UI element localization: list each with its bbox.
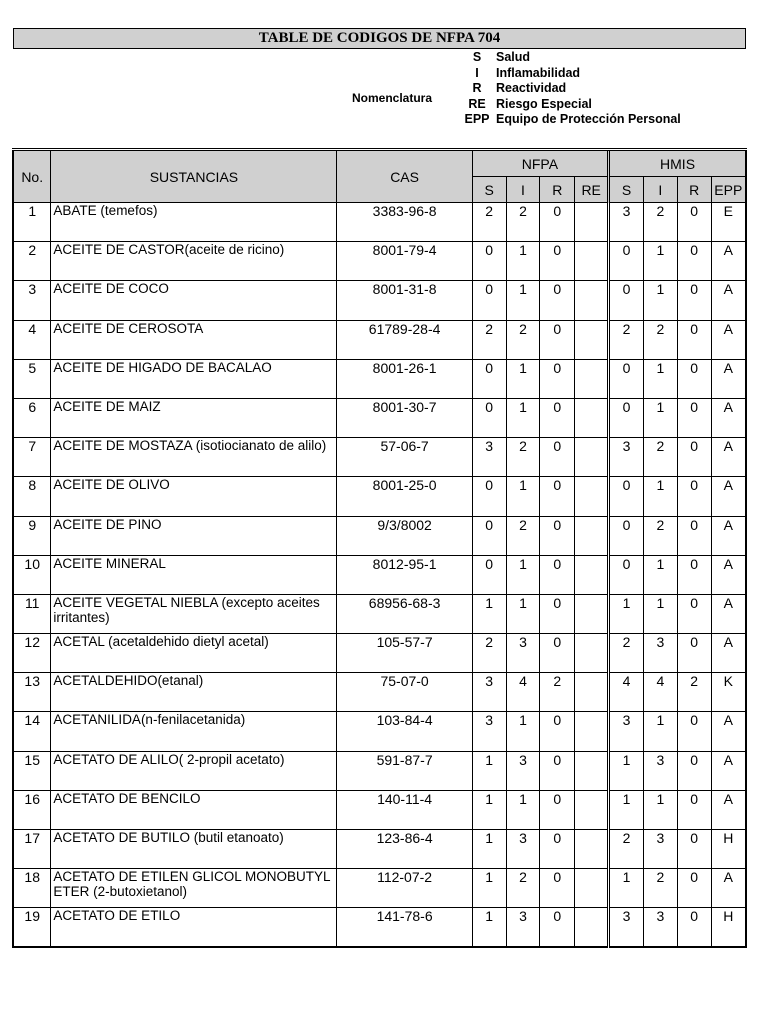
cell-nfpa-i: 1 <box>506 398 540 437</box>
cell-cas: 8001-79-4 <box>337 242 472 281</box>
cell-hmis-epp: A <box>711 634 746 673</box>
cell-nfpa-re <box>575 203 609 242</box>
cell-nfpa-re <box>575 634 609 673</box>
header-sustancias: SUSTANCIAS <box>51 150 337 203</box>
cell-nfpa-r: 0 <box>540 634 575 673</box>
cell-cas: 112-07-2 <box>337 869 472 908</box>
cell-hmis-i: 1 <box>643 790 677 829</box>
cell-hmis-s: 4 <box>609 673 644 712</box>
legend-code: S <box>472 50 482 64</box>
cell-no: 13 <box>13 673 51 712</box>
cell-hmis-s: 0 <box>609 281 644 320</box>
cell-hmis-i: 1 <box>643 398 677 437</box>
cell-nfpa-re <box>575 790 609 829</box>
cell-hmis-epp: A <box>711 398 746 437</box>
cell-substance: ACEITE DE MOSTAZA (isotiocianato de alilo) <box>51 438 337 477</box>
cell-nfpa-r: 0 <box>540 516 575 555</box>
cell-cas: 61789-28-4 <box>337 320 472 359</box>
legend-text: Reactividad <box>496 81 567 95</box>
cell-no: 10 <box>13 555 51 594</box>
cell-no: 3 <box>13 281 51 320</box>
cell-hmis-s: 1 <box>609 594 644 633</box>
cell-nfpa-s: 1 <box>472 751 506 790</box>
cell-nfpa-i: 1 <box>506 242 540 281</box>
cell-hmis-s: 1 <box>609 790 644 829</box>
header-hmis-s: S <box>609 177 644 203</box>
cell-hmis-r: 0 <box>677 438 711 477</box>
cell-cas: 140-11-4 <box>337 790 472 829</box>
cell-hmis-r: 0 <box>677 203 711 242</box>
cell-substance: ACEITE DE COCO <box>51 281 337 320</box>
cell-no: 17 <box>13 830 51 869</box>
cell-hmis-r: 0 <box>677 712 711 751</box>
cell-substance: ACETATO DE ETILO <box>51 908 337 947</box>
cell-nfpa-s: 1 <box>472 830 506 869</box>
legend-item <box>462 81 681 97</box>
cell-nfpa-r: 0 <box>540 320 575 359</box>
cell-substance: ABATE (temefos) <box>51 203 337 242</box>
legend-text: Equipo de Protección Personal <box>496 112 681 126</box>
cell-nfpa-s: 2 <box>472 634 506 673</box>
cell-nfpa-i: 2 <box>506 869 540 908</box>
cell-hmis-r: 0 <box>677 242 711 281</box>
cell-substance: ACEITE DE HIGADO DE BACALAO <box>51 359 337 398</box>
cell-nfpa-re <box>575 555 609 594</box>
cell-nfpa-re <box>575 320 609 359</box>
cell-nfpa-s: 2 <box>472 320 506 359</box>
header-nfpa: NFPA <box>472 150 608 177</box>
table-row <box>13 908 746 947</box>
cell-nfpa-i: 2 <box>506 320 540 359</box>
header-hmis: HMIS <box>609 150 746 177</box>
cell-no: 11 <box>13 594 51 633</box>
cell-substance: ACETALDEHIDO(etanal) <box>51 673 337 712</box>
header-hmis-i: I <box>643 177 677 203</box>
cell-nfpa-s: 0 <box>472 242 506 281</box>
cell-hmis-r: 0 <box>677 790 711 829</box>
cell-substance: ACETAL (acetaldehido dietyl acetal) <box>51 634 337 673</box>
cell-hmis-s: 0 <box>609 398 644 437</box>
table-row <box>13 242 746 281</box>
cell-hmis-r: 0 <box>677 359 711 398</box>
cell-hmis-r: 0 <box>677 908 711 947</box>
cell-nfpa-re <box>575 594 609 633</box>
cell-substance: ACETATO DE BUTILO (butil etanoato) <box>51 830 337 869</box>
table-row <box>13 712 746 751</box>
cell-nfpa-r: 0 <box>540 359 575 398</box>
table-row <box>13 477 746 516</box>
header-nfpa-r: R <box>540 177 575 203</box>
cell-nfpa-s: 1 <box>472 908 506 947</box>
cell-nfpa-re <box>575 438 609 477</box>
nfpa-codes-table <box>12 148 747 948</box>
cell-hmis-epp: A <box>711 555 746 594</box>
cell-hmis-epp: A <box>711 594 746 633</box>
cell-hmis-s: 3 <box>609 438 644 477</box>
legend-item <box>462 66 681 82</box>
header-hmis-epp: EPP <box>711 177 746 203</box>
cell-nfpa-r: 0 <box>540 790 575 829</box>
cell-hmis-s: 0 <box>609 242 644 281</box>
cell-nfpa-i: 1 <box>506 594 540 633</box>
cell-hmis-s: 3 <box>609 908 644 947</box>
cell-nfpa-r: 0 <box>540 281 575 320</box>
cell-nfpa-re <box>575 712 609 751</box>
cell-nfpa-re <box>575 908 609 947</box>
table-body <box>13 203 746 948</box>
cell-hmis-i: 3 <box>643 908 677 947</box>
cell-nfpa-re <box>575 242 609 281</box>
table-row <box>13 751 746 790</box>
table-row <box>13 398 746 437</box>
cell-hmis-r: 0 <box>677 751 711 790</box>
cell-substance: ACEITE DE CASTOR(aceite de ricino) <box>51 242 337 281</box>
cell-no: 1 <box>13 203 51 242</box>
cell-nfpa-i: 2 <box>506 516 540 555</box>
table-row <box>13 555 746 594</box>
header-nfpa-re: RE <box>575 177 609 203</box>
cell-nfpa-i: 2 <box>506 203 540 242</box>
cell-no: 14 <box>13 712 51 751</box>
legend-code: R <box>472 81 482 95</box>
cell-hmis-s: 0 <box>609 359 644 398</box>
cell-nfpa-s: 0 <box>472 477 506 516</box>
cell-cas: 591-87-7 <box>337 751 472 790</box>
cell-hmis-s: 3 <box>609 203 644 242</box>
table-title: TABLE DE CODIGOS DE NFPA 704 <box>13 28 746 49</box>
cell-nfpa-i: 1 <box>506 712 540 751</box>
cell-cas: 3383-96-8 <box>337 203 472 242</box>
table-row <box>13 281 746 320</box>
cell-no: 19 <box>13 908 51 947</box>
cell-nfpa-re <box>575 830 609 869</box>
cell-nfpa-i: 1 <box>506 359 540 398</box>
cell-cas: 57-06-7 <box>337 438 472 477</box>
cell-nfpa-i: 1 <box>506 790 540 829</box>
cell-cas: 8012-95-1 <box>337 555 472 594</box>
cell-hmis-i: 1 <box>643 242 677 281</box>
cell-cas: 75-07-0 <box>337 673 472 712</box>
cell-hmis-s: 0 <box>609 516 644 555</box>
table-row <box>13 790 746 829</box>
cell-nfpa-r: 0 <box>540 477 575 516</box>
cell-hmis-epp: A <box>711 359 746 398</box>
cell-hmis-s: 2 <box>609 830 644 869</box>
cell-nfpa-r: 0 <box>540 830 575 869</box>
cell-nfpa-re <box>575 477 609 516</box>
cell-hmis-r: 0 <box>677 869 711 908</box>
cell-substance: ACEITE DE CEROSOTA <box>51 320 337 359</box>
cell-nfpa-s: 0 <box>472 281 506 320</box>
cell-hmis-s: 0 <box>609 477 644 516</box>
cell-cas: 8001-31-8 <box>337 281 472 320</box>
cell-hmis-epp: K <box>711 673 746 712</box>
cell-nfpa-r: 0 <box>540 555 575 594</box>
header-nfpa-s: S <box>472 177 506 203</box>
cell-hmis-r: 0 <box>677 555 711 594</box>
cell-nfpa-r: 0 <box>540 908 575 947</box>
cell-hmis-epp: A <box>711 242 746 281</box>
cell-hmis-s: 1 <box>609 751 644 790</box>
cell-substance: ACEITE MINERAL <box>51 555 337 594</box>
cell-substance: ACEITE VEGETAL NIEBLA (excepto aceites irritantes) <box>51 594 337 633</box>
cell-hmis-epp: E <box>711 203 746 242</box>
cell-nfpa-r: 0 <box>540 398 575 437</box>
cell-nfpa-s: 0 <box>472 398 506 437</box>
cell-nfpa-i: 3 <box>506 634 540 673</box>
cell-substance: ACEITE DE MAIZ <box>51 398 337 437</box>
cell-hmis-epp: A <box>711 869 746 908</box>
cell-hmis-i: 1 <box>643 555 677 594</box>
cell-hmis-i: 2 <box>643 516 677 555</box>
cell-no: 5 <box>13 359 51 398</box>
cell-hmis-i: 2 <box>643 869 677 908</box>
table-row <box>13 516 746 555</box>
table-row <box>13 673 746 712</box>
cell-nfpa-s: 3 <box>472 438 506 477</box>
cell-nfpa-re <box>575 673 609 712</box>
nomenclature-label: Nomenclatura <box>352 91 433 105</box>
cell-hmis-i: 3 <box>643 751 677 790</box>
cell-nfpa-s: 1 <box>472 790 506 829</box>
legend-item <box>462 112 681 128</box>
cell-nfpa-i: 3 <box>506 830 540 869</box>
cell-nfpa-i: 1 <box>506 555 540 594</box>
cell-no: 8 <box>13 477 51 516</box>
cell-no: 9 <box>13 516 51 555</box>
cell-hmis-epp: A <box>711 281 746 320</box>
nomenclature-legend <box>462 50 681 128</box>
cell-nfpa-re <box>575 281 609 320</box>
cell-cas: 123-86-4 <box>337 830 472 869</box>
cell-nfpa-i: 3 <box>506 908 540 947</box>
cell-substance: ACEITE DE PINO <box>51 516 337 555</box>
cell-hmis-i: 1 <box>643 281 677 320</box>
cell-substance: ACETATO DE ALILO( 2-propil acetato) <box>51 751 337 790</box>
cell-cas: 8001-26-1 <box>337 359 472 398</box>
cell-cas: 141-78-6 <box>337 908 472 947</box>
cell-hmis-epp: A <box>711 790 746 829</box>
legend-text: Inflamabilidad <box>496 65 581 80</box>
cell-hmis-r: 2 <box>677 673 711 712</box>
cell-nfpa-r: 0 <box>540 712 575 751</box>
cell-substance: ACEITE DE OLIVO <box>51 477 337 516</box>
cell-hmis-i: 2 <box>643 203 677 242</box>
cell-hmis-i: 3 <box>643 634 677 673</box>
cell-nfpa-s: 3 <box>472 673 506 712</box>
header-no: No. <box>13 150 51 203</box>
table-row <box>13 203 746 242</box>
table-row <box>13 320 746 359</box>
table-row <box>13 869 746 908</box>
cell-nfpa-s: 0 <box>472 359 506 398</box>
cell-nfpa-r: 0 <box>540 438 575 477</box>
cell-nfpa-r: 2 <box>540 673 575 712</box>
legend-code: EPP <box>464 112 490 126</box>
cell-nfpa-s: 1 <box>472 869 506 908</box>
cell-nfpa-r: 0 <box>540 594 575 633</box>
cell-no: 12 <box>13 634 51 673</box>
header-hmis-r: R <box>677 177 711 203</box>
cell-hmis-r: 0 <box>677 594 711 633</box>
cell-cas: 9/3/8002 <box>337 516 472 555</box>
cell-hmis-r: 0 <box>677 830 711 869</box>
cell-hmis-s: 0 <box>609 555 644 594</box>
legend-item <box>462 50 681 66</box>
cell-hmis-epp: H <box>711 908 746 947</box>
cell-hmis-i: 1 <box>643 712 677 751</box>
cell-nfpa-s: 3 <box>472 712 506 751</box>
cell-cas: 8001-25-0 <box>337 477 472 516</box>
cell-nfpa-r: 0 <box>540 869 575 908</box>
cell-nfpa-i: 3 <box>506 751 540 790</box>
cell-nfpa-re <box>575 751 609 790</box>
cell-nfpa-re <box>575 516 609 555</box>
cell-hmis-i: 4 <box>643 673 677 712</box>
cell-hmis-epp: A <box>711 751 746 790</box>
cell-nfpa-i: 2 <box>506 438 540 477</box>
cell-nfpa-s: 2 <box>472 203 506 242</box>
cell-hmis-r: 0 <box>677 477 711 516</box>
cell-hmis-s: 3 <box>609 712 644 751</box>
cell-no: 15 <box>13 751 51 790</box>
cell-hmis-i: 2 <box>643 438 677 477</box>
cell-cas: 8001-30-7 <box>337 398 472 437</box>
header-cas: CAS <box>337 150 472 203</box>
table-row <box>13 634 746 673</box>
cell-substance: ACETATO DE BENCILO <box>51 790 337 829</box>
legend-code: I <box>475 65 479 80</box>
cell-nfpa-r: 0 <box>540 751 575 790</box>
cell-hmis-epp: A <box>711 477 746 516</box>
cell-hmis-epp: A <box>711 320 746 359</box>
cell-no: 7 <box>13 438 51 477</box>
cell-nfpa-r: 0 <box>540 242 575 281</box>
cell-hmis-i: 1 <box>643 477 677 516</box>
table-row <box>13 594 746 633</box>
cell-hmis-r: 0 <box>677 320 711 359</box>
cell-hmis-r: 0 <box>677 516 711 555</box>
cell-hmis-epp: A <box>711 712 746 751</box>
cell-hmis-i: 2 <box>643 320 677 359</box>
table-row <box>13 830 746 869</box>
legend-text: Salud <box>496 50 531 64</box>
legend-item <box>462 97 681 113</box>
header-nfpa-i: I <box>506 177 540 203</box>
cell-no: 4 <box>13 320 51 359</box>
cell-nfpa-s: 1 <box>472 594 506 633</box>
cell-cas: 105-57-7 <box>337 634 472 673</box>
cell-hmis-i: 1 <box>643 594 677 633</box>
cell-nfpa-s: 0 <box>472 555 506 594</box>
cell-cas: 103-84-4 <box>337 712 472 751</box>
cell-hmis-epp: A <box>711 516 746 555</box>
cell-hmis-s: 2 <box>609 320 644 359</box>
cell-substance: ACETANILIDA(n-fenilacetanida) <box>51 712 337 751</box>
legend-code: RE <box>468 96 486 111</box>
cell-no: 6 <box>13 398 51 437</box>
cell-no: 2 <box>13 242 51 281</box>
cell-nfpa-s: 0 <box>472 516 506 555</box>
cell-nfpa-re <box>575 398 609 437</box>
cell-hmis-epp: H <box>711 830 746 869</box>
cell-cas: 68956-68-3 <box>337 594 472 633</box>
table-row <box>13 359 746 398</box>
cell-hmis-r: 0 <box>677 281 711 320</box>
cell-hmis-epp: A <box>711 438 746 477</box>
cell-nfpa-i: 1 <box>506 281 540 320</box>
cell-nfpa-re <box>575 359 609 398</box>
cell-nfpa-i: 4 <box>506 673 540 712</box>
legend-text: Riesgo Especial <box>496 96 592 111</box>
cell-no: 18 <box>13 869 51 908</box>
cell-hmis-s: 2 <box>609 634 644 673</box>
cell-hmis-i: 3 <box>643 830 677 869</box>
cell-no: 16 <box>13 790 51 829</box>
cell-nfpa-re <box>575 869 609 908</box>
cell-nfpa-r: 0 <box>540 203 575 242</box>
cell-substance: ACETATO DE ETILEN GLICOL MONOBUTYL ETER (2-butoxietanol) <box>51 869 337 908</box>
cell-nfpa-i: 1 <box>506 477 540 516</box>
table-row <box>13 438 746 477</box>
cell-hmis-r: 0 <box>677 634 711 673</box>
cell-hmis-s: 1 <box>609 869 644 908</box>
cell-hmis-i: 1 <box>643 359 677 398</box>
cell-hmis-r: 0 <box>677 398 711 437</box>
